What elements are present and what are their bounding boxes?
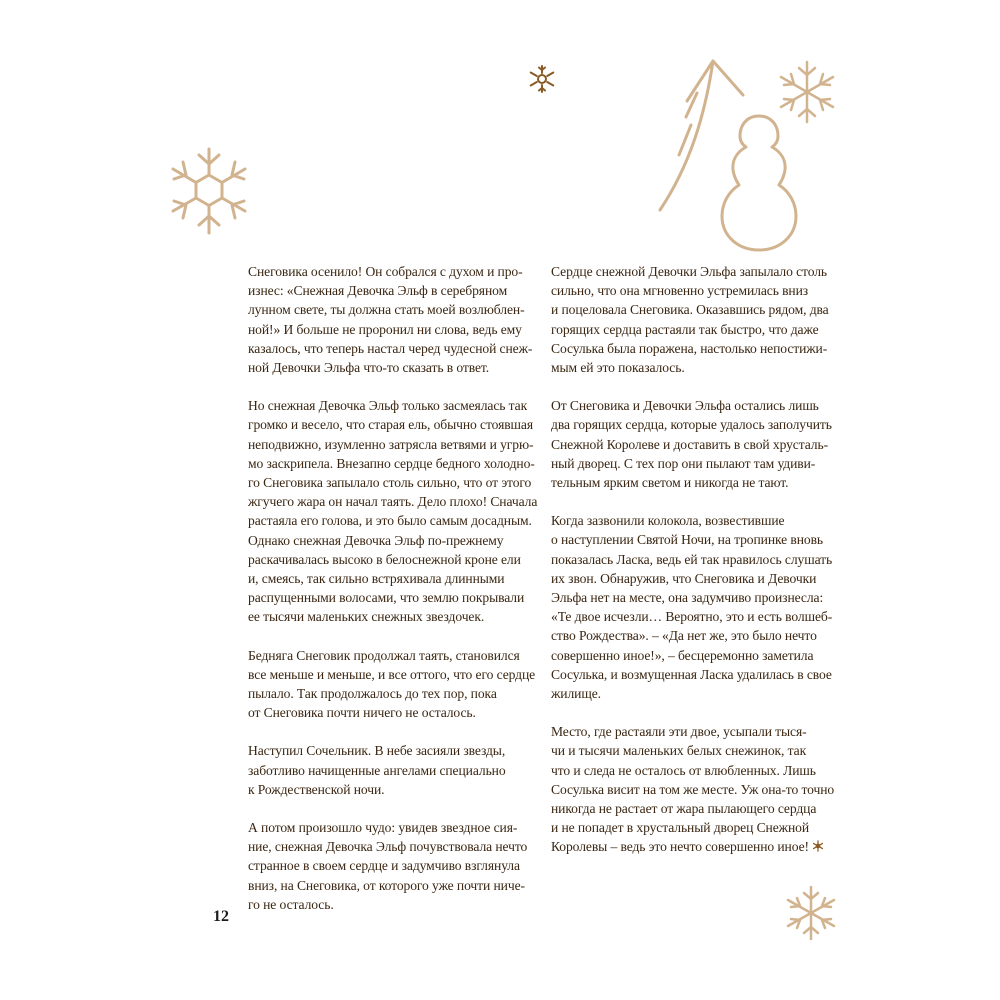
text-line: жилище. [551,686,601,702]
text-line: Снежной Королеве и доставить в свой хрусталь- [551,436,828,452]
text-line: го не осталось. [248,896,334,912]
text-line: заботливо начищенные ангелами специально [248,762,506,778]
text-line: Сосулька, и возмущенная Ласка удалилась в свое [551,666,832,682]
text-line: и, смеясь, так сильно встряхивала длинными [248,571,505,587]
snowflake-icon [784,884,838,942]
text-line: Наступил Сочельник. В небе засияли звезды, [248,743,506,759]
text-line: тельным ярким светом и никогда не тают. [551,475,789,491]
text-line: Эльфа нет на месте, она задумчиво произнесла: [551,590,824,606]
text-line: Королевы – ведь это нечто совершенно иное! [551,837,851,856]
text-line: никогда не растает от жара пылающего сердца [551,801,817,817]
text-line: жгучего жара он начал таять. Дело плохо! Сначала [248,494,538,510]
text-line: Сердце снежной Девочки Эльфа запылало столь [551,264,828,279]
left-text-column [248,262,538,933]
text-line: все меньше и меньше, и все оттого, что его сердце [248,666,536,682]
text-line: растаяла его голова, и это было самым досадным. [248,513,532,529]
text-line: о наступлении Святой Ночи, на тропинке вновь [551,532,824,548]
text-line: Когда зазвонили колокола, возвестившие [551,513,785,529]
text-line: казалось, что теперь настал черед чудесной снеж- [248,340,533,356]
paragraph [551,396,851,492]
text-line: «Те двое исчезли… Вероятно, это и есть волшеб- [551,609,833,625]
right-text-column [551,262,851,876]
text-line: пылало. Так продолжалось до тех пор, пока [248,686,497,702]
text-line: ной Девочки Эльфа что-то сказать в ответ. [248,360,490,376]
text-line: ее тысячи маленьких снежных звездочек. [248,609,485,625]
text-line: совершенно иное!», – бесцеремонно заметила [551,647,814,663]
paragraph [551,511,851,703]
text-line: Но снежная Девочка Эльф только засмеялась так [248,398,528,414]
text-line: Сосулька висит на том же месте. Уж она-то точно [551,781,835,797]
paragraph [248,262,538,377]
text-line: к Рождественской ночи. [248,781,385,797]
text-line: изнес: «Снежная Девочка Эльф в серебряном [248,283,508,299]
small-snowflake-icon [812,840,824,852]
text-line: их звон. Обнаружив, что Снеговика и Девочки [551,570,817,586]
text-line: распущенными волосами, что землю покрывали [248,590,525,606]
text-line: ной!» И больше не проронил ни слова, ведь ему [248,321,522,337]
text-line: вниз, на Снеговика, от которого уже почти ниче- [248,877,525,893]
text-line: сильно, что она мгновенно устремилась вниз [551,283,809,299]
text-line: ние, снежная Девочка Эльф почувствовала нечто [248,839,528,855]
text-line: и не попадет в хрустальный дворец Снежной [551,820,809,836]
text-line: от Снеговика почти ничего не осталось. [248,705,476,721]
text-line: От Снеговика и Девочки Эльфа остались лишь [551,398,819,414]
paragraph [248,741,538,799]
text-line: мо заскрипела. Внезапно сердце бедного холодно- [248,455,535,471]
text-line: А потом произошло чудо: увидев звездное сия- [248,820,518,836]
text-line: мым ей это показалось. [551,360,685,376]
small-snowflake-icon [527,64,557,94]
text-line: ство Рождества». – «Да нет же, это было нечто [551,628,817,644]
text-line: раскачивалась высоко в белоснежной кроне ели [248,551,521,567]
text-line: неподвижно, изумленно затрясла ветвями и угрю- [248,436,534,452]
text-line: показалась Ласка, ведь ей так нравилось слушать [551,551,833,567]
paragraph [248,396,538,626]
page-number: 12 [213,908,229,925]
text-line: что и следа не осталось от влюбленных. Лишь [551,762,816,778]
text-line: Снеговика осенило! Он собрался с духом и про- [248,264,523,279]
text-line: горящих сердца растаяли так быстро, что даже [551,321,819,337]
text-line: Место, где растаяли эти двое, усыпали тыся- [551,724,807,740]
large-snowflake-icon [165,145,253,237]
text-line: чи и тысячи маленьких белых снежинок, так [551,743,807,759]
text-line: Сосулька была поражена, настолько непостижи- [551,340,828,356]
paragraph [551,722,851,856]
text-line: лунном свете, ты должна стать моей возлюблен- [248,302,525,318]
text-line: два горящих сердца, которые удалось заполучить [551,417,832,433]
snowman-icon [718,112,800,254]
text-line: Бедняга Снеговик продолжал таять, становился [248,647,520,663]
text-line: странное в своем сердце и задумчиво взглянула [248,858,520,874]
paragraph [551,262,851,377]
text-line: го Снеговика запылало столь сильно, что от этого [248,475,532,491]
snowflake-icon [775,58,839,126]
text-line: ный дворец. С тех пор они пылают там удиви- [551,455,816,471]
text-line: громко и весело, что старая ель, обычно стоявшая [248,417,533,433]
text-line: и поцеловала Снеговика. Оказавшись рядом, два [551,302,829,318]
text-line: Однако снежная Девочка Эльф по-прежнему [248,532,504,548]
paragraph [248,818,538,914]
paragraph [248,646,538,723]
